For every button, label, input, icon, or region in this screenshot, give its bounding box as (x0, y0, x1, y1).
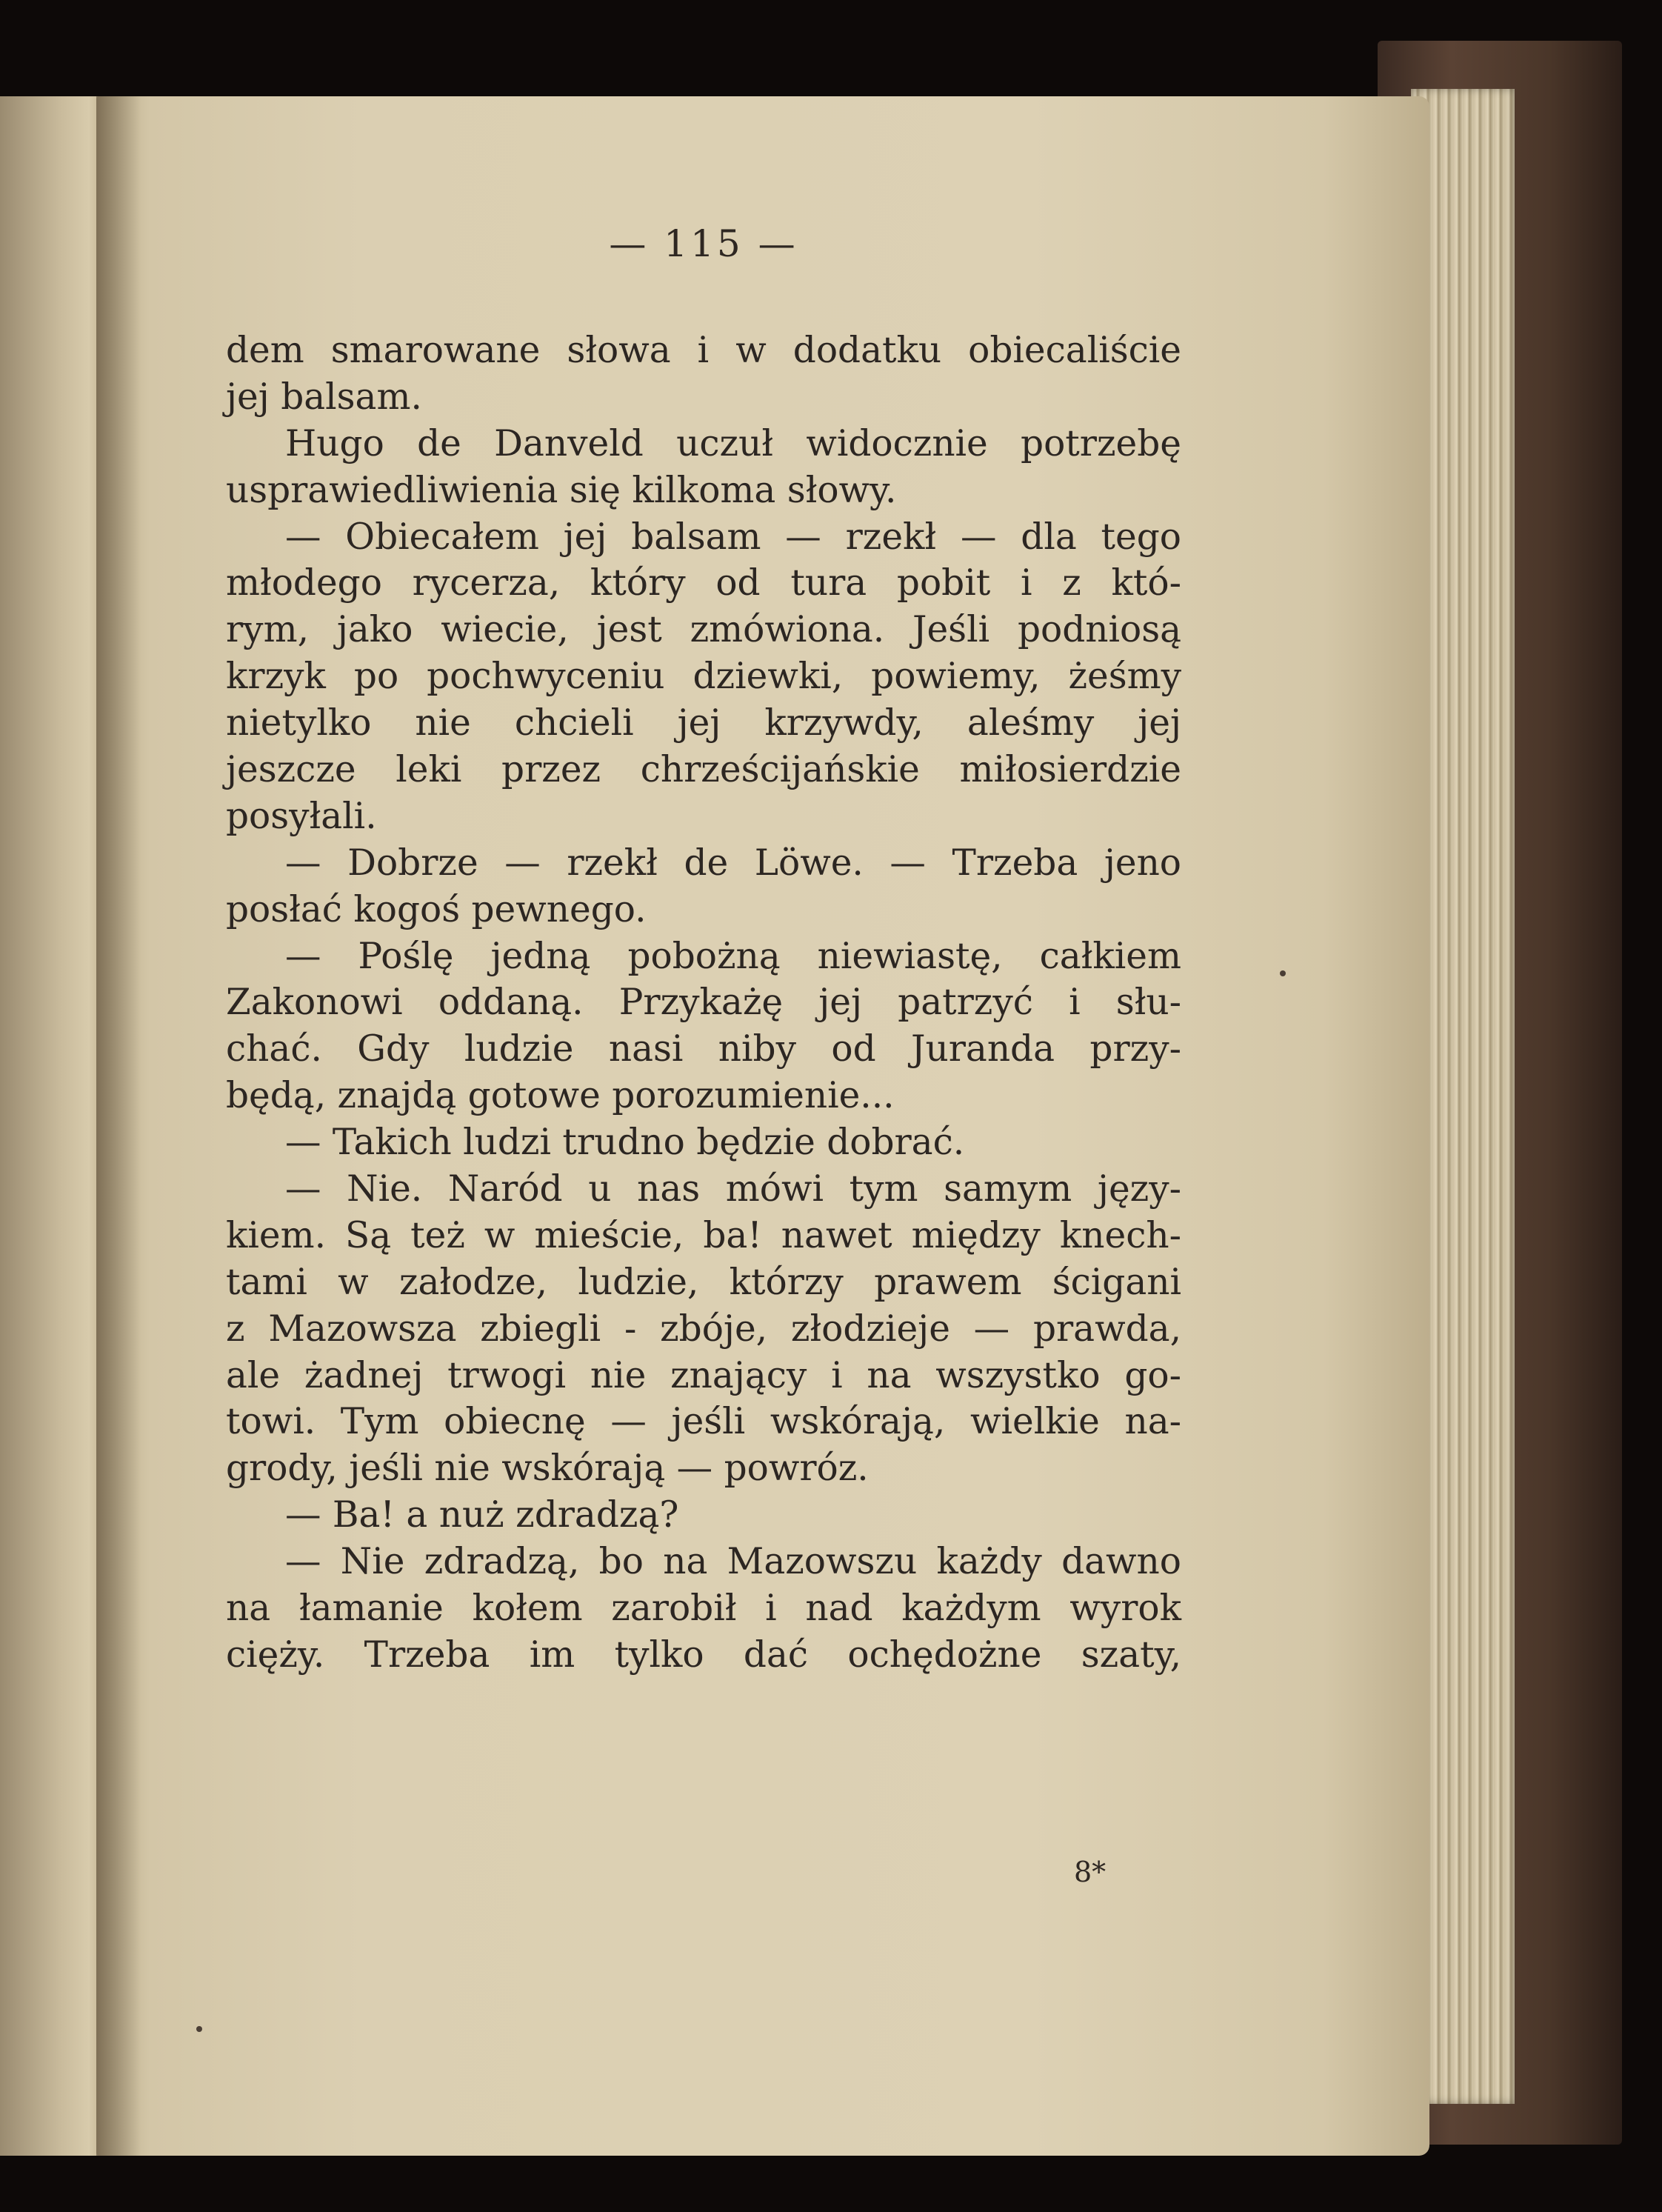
left-page-edge (0, 96, 111, 2156)
text-line: nietylko nie chcieli jej krzywdy, aleśmy jej (226, 702, 1181, 744)
text-line: usprawiedliwienia się kilkoma słowy. (226, 469, 897, 511)
text-line: — Obiecałem jej balsam — rzekł — dla tego (285, 516, 1181, 558)
text-line: posłać kogoś pewnego. (226, 888, 647, 930)
text-line: — Ba! a nuż zdradzą? (285, 1494, 679, 1536)
text-line: chać. Gdy ludzie nasi niby od Juranda przy- (226, 1028, 1181, 1070)
text-line: — Takich ludzi trudno będzie dobrać. (285, 1122, 965, 1164)
text-line: cięży. Trzeba im tylko dać ochędożne szaty, (226, 1633, 1181, 1676)
body-text (226, 327, 1181, 1679)
text-line: towi. Tym obiecnę — jeśli wskórają, wielkie na- (226, 1401, 1181, 1443)
text-line: grody, jeśli nie wskórają — powróz. (226, 1448, 869, 1490)
text-line: z Mazowsza zbiegli - zbóje, złodzieje — prawda, (226, 1307, 1181, 1350)
text-line: kiem. Są też w mieście, ba! nawet między knech- (226, 1214, 1181, 1256)
text-line: Hugo de Danveld uczuł widocznie potrzebę (285, 422, 1181, 464)
text-line: na łamanie kołem zarobił i nad każdym wyrok (226, 1588, 1181, 1630)
text-line: krzyk po pochwyceniu dziewki, powiemy, żeśmy (226, 656, 1181, 698)
text-line: jeszcze leki przez chrześcijańskie miłosierdzie (226, 749, 1181, 791)
paper-speck (1280, 970, 1286, 976)
text-line: rym, jako wiecie, jest zmówiona. Jeśli podniosą (226, 609, 1181, 651)
text-line: Zakonowi oddaną. Przykażę jej patrzyć i słu- (226, 982, 1181, 1024)
text-line: — Dobrze — rzekł de Löwe. — Trzeba jeno (285, 842, 1181, 884)
gutter-shadow (96, 96, 141, 2156)
paper-speck (196, 2026, 202, 2032)
text-line: — Nie. Naród u nas mówi tym samym języ- (285, 1168, 1181, 1210)
text-line: posyłali. (226, 795, 377, 837)
text-line: — Poślę jedną pobożną niewiastę, całkiem (285, 935, 1181, 977)
text-line: dem smarowane słowa i w dodatku obiecaliście (226, 330, 1181, 371)
text-line: tami w załodze, ludzie, którzy prawem ścigani (226, 1261, 1181, 1303)
text-line: — Nie zdradzą, bo na Mazowszu każdy dawno (285, 1541, 1181, 1583)
page-number: — 115 — (609, 222, 798, 265)
text-line: ale żadnej trwogi nie znający i na wszystko go- (226, 1354, 1181, 1396)
text-line: będą, znajdą gotowe porozumienie... (226, 1075, 895, 1117)
signature-mark: 8* (1074, 1856, 1107, 1888)
text-line: młodego rycerza, który od tura pobit i z któ- (226, 562, 1181, 604)
text-line: jej balsam. (226, 376, 422, 418)
